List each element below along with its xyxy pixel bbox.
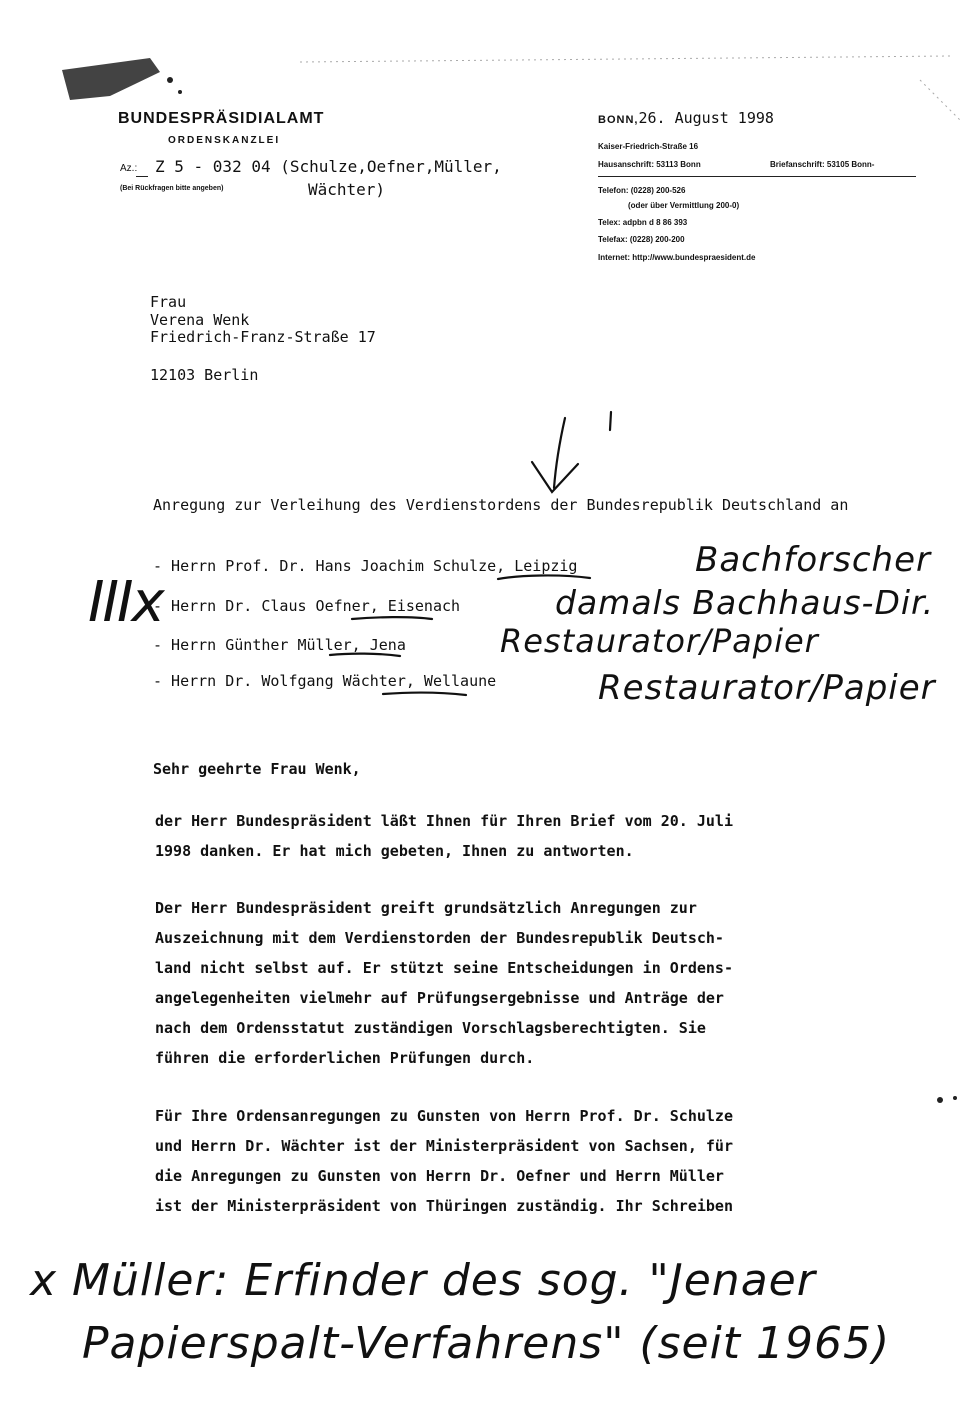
nominee-2: - Herrn Dr. Claus Oefner, Eisenach xyxy=(153,597,461,615)
organization-name: BUNDESPRÄSIDIALAMT xyxy=(118,110,325,127)
place-date xyxy=(598,109,774,127)
text-line: ist der Ministerpräsident von Thüringen zuständig. Ihr Schreiben xyxy=(155,1197,733,1215)
underline-waechter xyxy=(383,693,466,695)
postal-address: Briefanschrift: 53105 Bonn- xyxy=(770,160,875,169)
internet: Internet: http://www.bundespraesident.de xyxy=(598,253,756,262)
letterhead-rule xyxy=(598,176,916,177)
letter-date: 26. August 1998 xyxy=(638,109,774,127)
text-line: Auszeichnung mit dem Verdienstorden der Bundesrepublik Deutsch- xyxy=(155,929,724,947)
greeting: Sehr geehrte Frau Wenk, xyxy=(153,760,361,778)
text-line: nach dem Ordensstatut zuständigen Vorschlagsberechtigten. Sie xyxy=(155,1019,706,1037)
text-line: der Herr Bundespräsident läßt Ihnen für Ihren Brief vom 20. Juli xyxy=(155,812,733,830)
reference-label: Az.: xyxy=(120,163,138,174)
handwritten-footer-line-1: x Müller: Erfinder des sog. "Jenaer xyxy=(30,1255,816,1306)
house-address: Hausanschrift: 53113 Bonn xyxy=(598,160,701,169)
subject-line: Anregung zur Verleihung des Verdienstordens der Bundesrepublik Deutschland an xyxy=(153,496,849,514)
nominee-1: - Herrn Prof. Dr. Hans Joachim Schulze, Leipzig xyxy=(153,557,578,575)
street-address: Kaiser-Friedrich-Straße 16 xyxy=(598,142,699,151)
recipient-city: 12103 Berlin xyxy=(150,366,259,384)
paragraph-procedure xyxy=(155,893,895,1073)
recipient-title: Frau xyxy=(150,293,187,311)
fax: Telefax: (0228) 200-200 xyxy=(598,235,685,244)
city-label: BONN, xyxy=(598,114,639,126)
handwritten-margin-mark: IIIx xyxy=(88,570,163,635)
nominee-4: - Herrn Dr. Wolfgang Wächter, Wellaune xyxy=(153,672,497,690)
handwritten-note-restaurator-1: Restaurator/Papier xyxy=(500,622,819,660)
underline-schulze xyxy=(498,575,590,579)
department-name: ORDENSKANZLEI xyxy=(168,135,281,146)
reference-number: Z 5 - 032 04 (Schulze,Oefner,Müller, xyxy=(155,157,502,176)
text-line: angelegenheiten vielmehr auf Prüfungsergebnisse und Anträge der xyxy=(155,989,724,1007)
handwritten-footer-line-2: Papierspalt-Verfahrens" (seit 1965) xyxy=(82,1318,891,1369)
arrow-down-icon xyxy=(554,418,565,488)
nominee-3: - Herrn Günther Müller, Jena xyxy=(153,636,406,654)
underline-oefner xyxy=(352,617,432,619)
text-line: die Anregungen zu Gunsten von Herrn Dr. Oefner und Herrn Müller xyxy=(155,1167,724,1185)
reference-underline xyxy=(136,176,148,177)
reference-number-cont: Wächter) xyxy=(308,180,386,199)
text-line: Der Herr Bundespräsident greift grundsätzlich Anregungen zur xyxy=(155,899,697,917)
paragraph-thanks xyxy=(155,806,895,866)
text-line: Für Ihre Ordensanregungen zu Gunsten von Herrn Prof. Dr. Schulze xyxy=(155,1107,733,1125)
text-line: führen die erforderlichen Prüfungen durch. xyxy=(155,1049,535,1067)
paragraph-jurisdiction xyxy=(155,1101,895,1221)
text-line: 1998 danken. Er hat mich gebeten, Ihnen zu antworten. xyxy=(155,842,634,860)
handwritten-note-bachhaus: damals Bachhaus-Dir. xyxy=(555,583,935,622)
text-line: land nicht selbst auf. Er stützt seine Entscheidungen in Ordens- xyxy=(155,959,733,977)
handwritten-note-bachforscher: Bachforscher xyxy=(695,540,932,580)
phone: Telefon: (0228) 200-526 xyxy=(598,186,686,195)
telex: Telex: adpbn d 8 86 393 xyxy=(598,218,688,227)
recipient-name: Verena Wenk xyxy=(150,311,250,329)
handwritten-note-restaurator-2: Restaurator/Papier xyxy=(598,668,936,708)
recipient-street: Friedrich-Franz-Straße 17 xyxy=(150,328,376,346)
text-line: und Herrn Dr. Wächter ist der Ministerpräsident von Sachsen, für xyxy=(155,1137,733,1155)
phone-alt: (oder über Vermittlung 200-0) xyxy=(628,201,740,210)
reference-note: (Bei Rückfragen bitte angeben) xyxy=(120,185,224,192)
